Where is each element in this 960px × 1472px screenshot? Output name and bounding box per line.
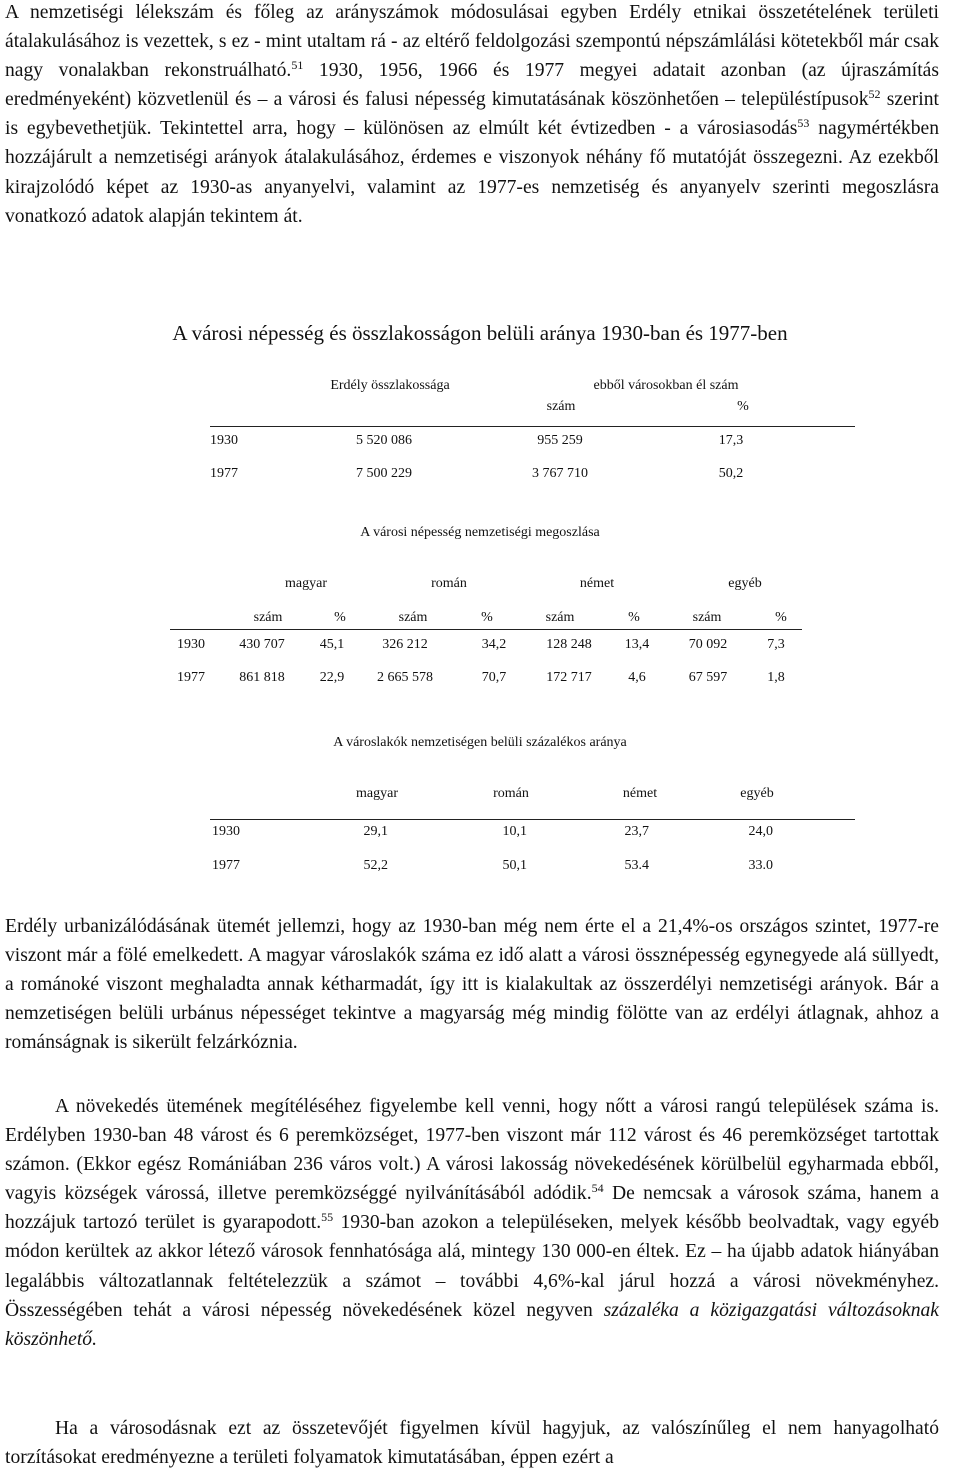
table2-year: 1977 <box>177 670 205 685</box>
table1-urban-pct: 17,3 <box>718 433 744 448</box>
table3-year: 1977 <box>212 858 240 873</box>
paragraph-text: nagymértékben hozzájárult a nemzetiségi arányok átalakulásához, érdemes e viszonyok néhány fő mutatóját összegezni. Az ezekből kirajzolódó képet az 1930-as anyanyelvi, valamint az 1977-es nemzetiség és anyanyelv szerinti megoszlásra vonatkozó adatok alapján tekintem át. <box>5 118 939 227</box>
table2-title: A városi népesség nemzetiségi megoszlása <box>360 525 600 540</box>
table1-header-rule <box>210 426 855 427</box>
table2-cell: 4,6 <box>628 670 646 685</box>
table2-subheader-num: szám <box>692 610 722 625</box>
paragraph-text: szerint is egybevethetjük. Tekintettel arra, hogy – különösen az elmúlt két évtizedben - a városiasodás <box>5 89 939 140</box>
table2-group-header: német <box>579 576 615 591</box>
table3-title: A városlakók nemzetiségen belüli százalékos aránya <box>333 735 627 750</box>
table3-group-header: német <box>622 786 658 801</box>
table1-urban-num: 3 767 710 <box>532 466 588 481</box>
table2-cell: 45,1 <box>319 637 345 652</box>
table1-subheader-pct: % <box>737 399 749 414</box>
footnote-ref-55: 55 <box>321 1210 334 1225</box>
footnote-ref-53: 53 <box>797 116 810 131</box>
table2-subheader-num: szám <box>398 610 428 625</box>
table2-cell: 70 092 <box>688 637 728 652</box>
table2-cell: 861 818 <box>239 670 285 685</box>
table2-group-header: román <box>431 576 467 591</box>
closing-paragraph: Ha a városodásnak ezt az összetevőjét figyelmen kívül hagyjuk, az valószínűleg el nem hanyagolható torzításokat eredményezne a területi folyamatok kimutatásában, éppen ezért a <box>5 1418 939 1469</box>
table1-urban-pct: 50,2 <box>718 466 744 481</box>
table2-year: 1930 <box>177 637 205 652</box>
table2-subheader-pct: % <box>775 610 787 625</box>
table3-header-rule <box>210 819 855 820</box>
paragraph-text: 1930, 1956, 1966 és 1977 megyei adatait azonban (az újraszámítás eredményeként) közvetlenül és – a városi és falusi népesség kimutatásának köszönhetően – településtípusok <box>5 60 939 111</box>
table3-group-header: magyar <box>356 786 398 801</box>
table3-group-header: román <box>493 786 529 801</box>
table2-cell: 172 717 <box>546 670 592 685</box>
intro-paragraph <box>5 0 939 231</box>
table1-header-urban: ebből városokban él szám <box>593 378 739 393</box>
table2-group-header: egyéb <box>728 576 762 591</box>
footnote-ref-54: 54 <box>591 1181 604 1196</box>
table2-cell: 22,9 <box>319 670 345 685</box>
italic-text: százaléka a közigazgatási változásoknak köszönhető. <box>5 1299 939 1350</box>
table2-cell: 128 248 <box>546 637 592 652</box>
table3-cell: 53.4 <box>624 858 649 873</box>
table3-cell: 52,2 <box>363 858 388 873</box>
table3-cell: 33.0 <box>748 858 773 873</box>
table2-cell: 2 665 578 <box>377 670 433 685</box>
table3-cell: 50,1 <box>502 858 527 873</box>
table2-cell: 67 597 <box>688 670 728 685</box>
table2-cell: 1,8 <box>767 670 785 685</box>
table3-cell: 10,1 <box>502 824 527 839</box>
paragraph-text: De nemcsak a városok száma, hanem a hozzájuk tartozó terület is gyarapodott. <box>5 1183 939 1234</box>
urbanization-paragraph: Erdély urbanizálódásának ütemét jellemzi, hogy az 1930-ban még nem érte el a 21,4%-os országos szintet, 1977-re viszont már a fölé emelkedett. A magyar városlakók száma ez idő alatt a városi össznépesség egynegyede alá süllyedt, a románoké viszont meghaladta annak kétharmadát, így itt is kialakultak az összerdélyi nemzetiségi arányok. Bár a nemzetiségen belüli urbánus népességet tekintve a magyarság még mindig fölötte van az erdélyi átlagnak, ahhoz a románságnak is sikerült felzárkóznia. <box>5 916 939 1054</box>
table3-group-header: egyéb <box>740 786 774 801</box>
table3-cell: 24,0 <box>748 824 773 839</box>
table3-cell: 23,7 <box>624 824 649 839</box>
paragraph-text: A növekedés ütemének megítéléséhez figyelembe kell venni, hogy nőtt a városi rangú települések száma is. Erdélyben 1930-ban 48 várost és 6 peremközséget, 1977-ben viszont már 112 várost és 46 peremközséget tartottak számon. (Ekkor egész Romániában 236 város volt.) A városi lakosság növekedésének körülbelül egyharmada ebből, vagyis községek várossá, illetve peremközséggé nyilvánításából adódik. <box>5 1096 939 1205</box>
table2-group-header: magyar <box>285 576 327 591</box>
table1-header-total: Erdély összlakossága <box>330 378 450 393</box>
table1-year: 1977 <box>210 466 238 481</box>
table3-cell: 29,1 <box>363 824 388 839</box>
table2-cell: 430 707 <box>239 637 285 652</box>
growth-paragraph <box>5 1092 939 1354</box>
paragraph-text: 1930-ban azokon a településeken, melyek később beolvadtak, vagy egyéb módon kerültek az akkor létező városok fennhatósága alá, mintegy 130 000-en éltek. Ez – ha újabb adatok hiányában legalábbis változatlannak feltételezzük a számot – további 4,6%-kal járul hozzá a városi növekményhez. Összességében tehát a városi népesség növekedésének közel negyven <box>5 1212 939 1321</box>
table1-total: 7 500 229 <box>356 466 412 481</box>
table2-subheader-pct: % <box>481 610 493 625</box>
table2-cell: 70,7 <box>481 670 507 685</box>
table1-subheader-num: szám <box>546 399 576 414</box>
paragraph-text: A nemzetiségi lélekszám és főleg az arányszámok módosulásai egyben Erdély etnikai összetételének területi átalakulásához is vezettek, s ez - mint utaltam rá - az eltérő feldolgozási szempontú népszámlálási kötetekből már csak nagy vonalakban rekonstruálható. <box>5 2 939 82</box>
table2-cell: 34,2 <box>481 637 507 652</box>
table2-subheader-pct: % <box>334 610 346 625</box>
table2-cell: 326 212 <box>382 637 428 652</box>
table2-header-rule <box>170 629 802 630</box>
table1-urban-num: 955 259 <box>537 433 583 448</box>
table2-cell: 13,4 <box>624 637 650 652</box>
table1-total: 5 520 086 <box>356 433 412 448</box>
table2-cell: 7,3 <box>767 637 785 652</box>
table1-title: A városi népesség és összlakosságon belüli aránya 1930-ban és 1977-ben <box>172 321 788 345</box>
table2-subheader-num: szám <box>253 610 283 625</box>
table3-year: 1930 <box>212 824 240 839</box>
footnote-ref-51: 51 <box>291 58 304 73</box>
table1-year: 1930 <box>210 433 238 448</box>
footnote-ref-52: 52 <box>868 87 881 102</box>
table2-subheader-pct: % <box>628 610 640 625</box>
table2-subheader-num: szám <box>545 610 575 625</box>
